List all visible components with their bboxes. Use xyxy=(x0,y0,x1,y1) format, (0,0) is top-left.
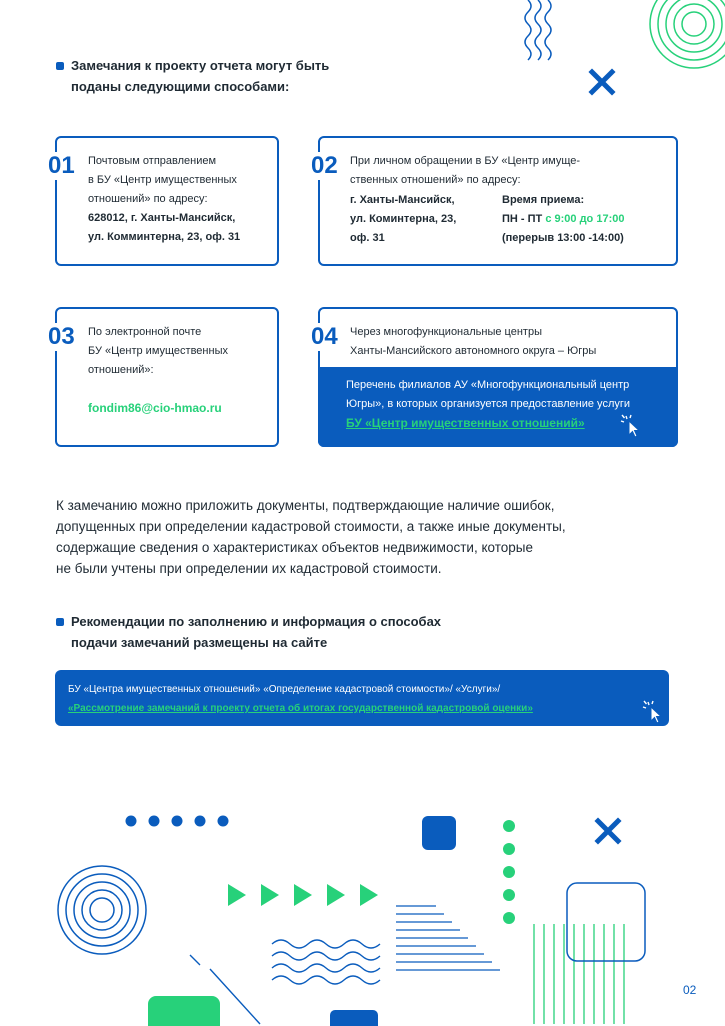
card-text: Через многофункциональные центры Ханты-Мансийского автономного округа – Югры xyxy=(350,326,597,357)
office-address: г. Ханты-Мансийск, ул. Коминтерна, 23, оф. 31 xyxy=(350,194,457,244)
mfc-box-text: Перечень филиалов АУ «Многофункциональный центр Югры», в которых организуется предоставление услуги БУ «Центр имущественных отношений» xyxy=(346,376,671,433)
card-number: 03 xyxy=(48,323,75,350)
section-heading: Замечания к проекту отчета могут быть поданы следующими способами: xyxy=(71,58,330,94)
stripes-triangle-decoration xyxy=(414,880,484,990)
cursor-click-icon xyxy=(620,414,644,438)
dots-row-decoration xyxy=(124,814,234,828)
green-block-decoration xyxy=(148,996,220,1026)
site-link[interactable]: «Рассмотрение замечаний к проекту отчета об итогах государственной кадастровой оценки» xyxy=(68,703,533,714)
email-link[interactable]: fondim86@cio-hmao.ru xyxy=(88,401,222,415)
attachments-paragraph: К замечанию можно приложить документы, подтверждающие наличие ошибок, допущенных при определении кадастровой стоимости, а также иные документы, содержащие сведения о характеристиках объектов недвижимости, которые не были учтены при определении их кадастровой стоимости. xyxy=(56,498,566,576)
outlined-square-decoration xyxy=(566,882,646,962)
heading-bullet xyxy=(56,62,64,70)
cursor-click-icon xyxy=(642,700,666,724)
dots-column-decoration xyxy=(501,818,517,922)
card-text: При личном обращении в БУ «Центр имуще- ственных отношений» по адресу: xyxy=(350,155,581,186)
waves-decoration xyxy=(272,936,382,986)
square-decoration xyxy=(422,816,456,850)
concentric-circles-decoration xyxy=(56,864,148,956)
office-hours: Время приема: ПН - ПТ с 9:00 до 17:00 (перерыв 13:00 -14:00) xyxy=(502,194,625,244)
card-number: 04 xyxy=(311,323,338,350)
card-number: 01 xyxy=(48,152,75,179)
card-text: По электронной почте БУ «Центр имущественных отношений»: xyxy=(88,326,228,376)
site-box-text: БУ «Центра имущественных отношений» «Определение кадастровой стоимости»/ «Услуги»/ «Рассмотрение замечаний к проекту отчета об итогах государственной кадастровой оценки» xyxy=(68,680,638,718)
mfc-link[interactable]: БУ «Центр имущественных отношений» xyxy=(346,416,585,430)
page-number: 02 xyxy=(683,983,697,997)
card-text: Почтовым отправлением в БУ «Центр имущественных отношений» по адресу: 628012, г. Ханты-Мансийск, ул. Комминтерна, 23, оф. 31 xyxy=(88,152,274,247)
cross-icon xyxy=(589,69,615,95)
postal-address: 628012, г. Ханты-Мансийск, xyxy=(88,212,236,224)
card-number: 02 xyxy=(311,152,338,179)
cross-icon xyxy=(595,818,621,844)
recommendations-heading: Рекомендации по заполнению и информация о способах подачи замечаний размещены на сайте xyxy=(71,614,442,650)
triangles-row-decoration xyxy=(228,884,378,906)
concentric-circles-decoration xyxy=(648,0,725,70)
heading-bullet xyxy=(56,618,64,626)
blue-block-decoration xyxy=(330,1010,378,1024)
wavy-lines-decoration xyxy=(522,0,562,60)
